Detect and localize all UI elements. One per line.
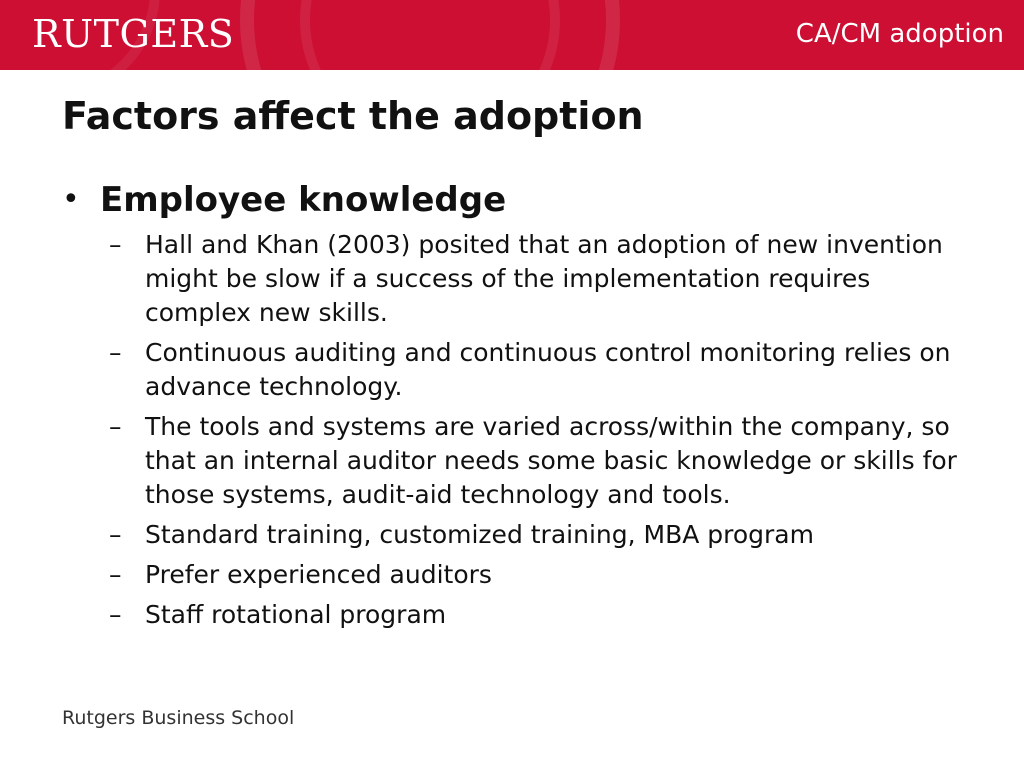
sub-bullet-item <box>62 518 982 552</box>
rutgers-logo: RUTGERS <box>32 12 235 56</box>
footer-text: Rutgers Business School <box>62 707 295 729</box>
dash-bullet-icon: – <box>109 412 122 441</box>
sub-bullet-text: The tools and systems are varied across/within the company, so that an internal auditor needs some basic knowledge or skills for those systems, audit-aid technology and tools. <box>145 412 957 509</box>
dash-bullet-icon: – <box>109 520 122 549</box>
bullet-employee-knowledge <box>62 176 982 224</box>
sub-bullet-text: Standard training, customized training, MBA program <box>145 520 814 549</box>
sub-bullet-text: Staff rotational program <box>145 600 447 629</box>
slide-content <box>62 176 982 638</box>
deck-title: CA/CM adoption <box>795 19 1004 49</box>
dash-bullet-icon: – <box>109 600 122 629</box>
seal-watermark <box>300 0 560 70</box>
sub-bullet-text: Hall and Khan (2003) posited that an adoption of new invention might be slow if a success of the implementation requires complex new skills. <box>145 230 943 327</box>
bullet-dot-icon: • <box>62 182 80 217</box>
sub-bullet-item <box>62 336 982 404</box>
sub-bullet-item <box>62 410 982 512</box>
sub-bullet-item <box>62 228 982 330</box>
sub-bullet-item <box>62 598 982 632</box>
sub-bullet-item <box>62 558 982 592</box>
sub-bullet-text: Prefer experienced auditors <box>145 560 492 589</box>
header-band <box>0 0 1024 70</box>
sub-bullet-list <box>62 228 982 632</box>
dash-bullet-icon: – <box>109 230 122 259</box>
slide-title: Factors affect the adoption <box>62 94 644 138</box>
dash-bullet-icon: – <box>109 560 122 589</box>
bullet-label: Employee knowledge <box>100 180 507 220</box>
dash-bullet-icon: – <box>109 338 122 367</box>
sub-bullet-text: Continuous auditing and continuous control monitoring relies on advance technology. <box>145 338 951 401</box>
